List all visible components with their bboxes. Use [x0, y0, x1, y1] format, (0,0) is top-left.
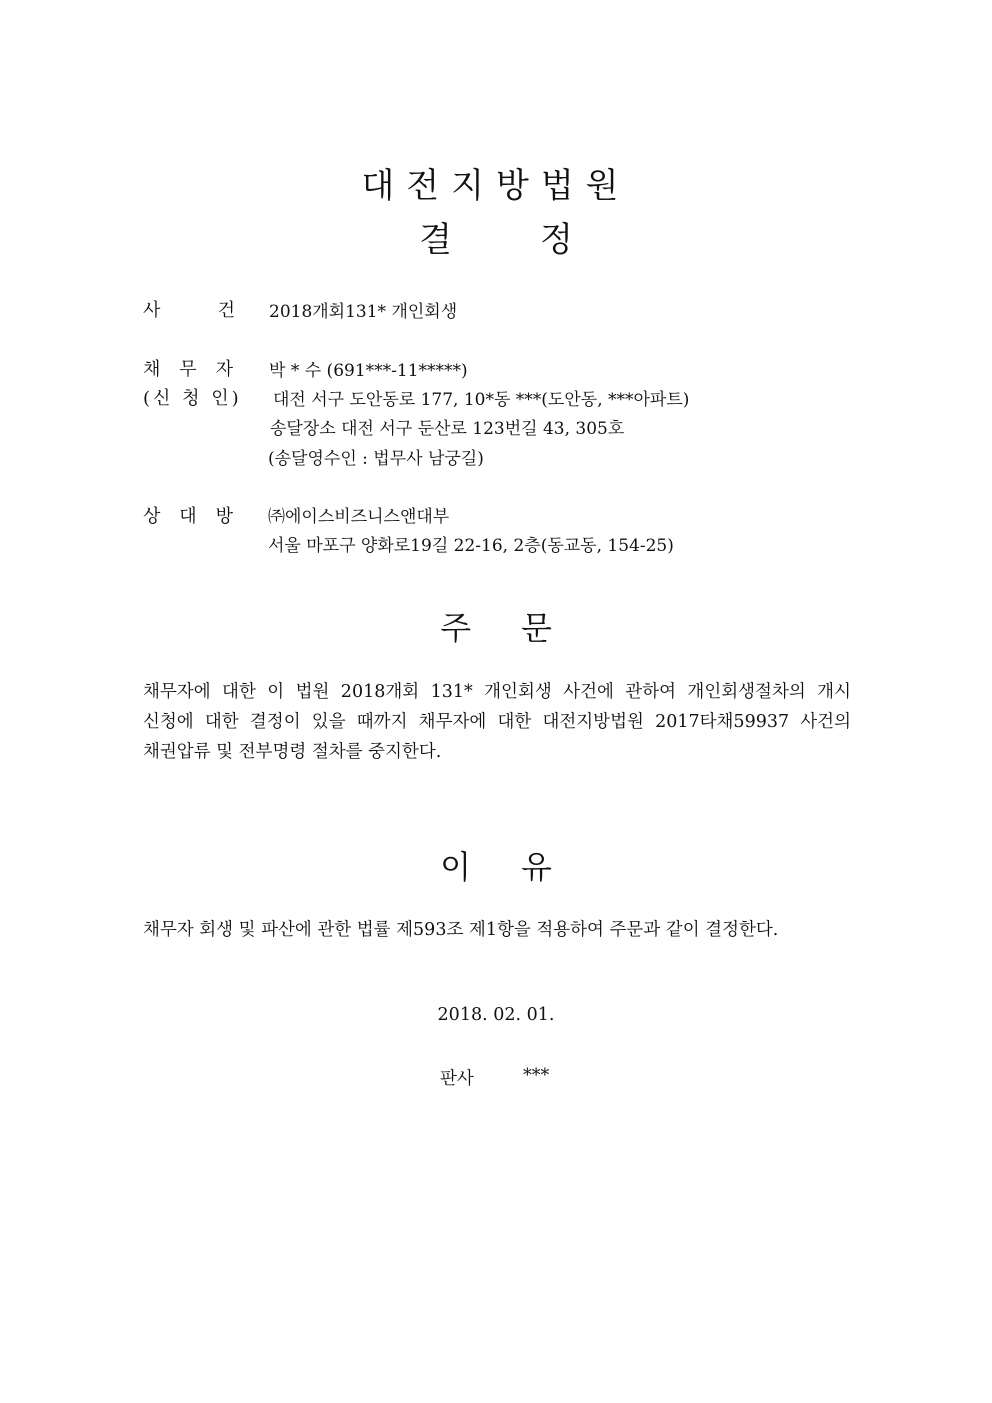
- counterparty-address: 서울 마포구 양화로19길 22-16, 2층(동교동, 154-25): [268, 536, 674, 556]
- decision-date: 2018. 02. 01.: [437, 1005, 555, 1025]
- delivery-recipient: (송달영수인 : 법무사 남궁길): [268, 449, 484, 469]
- reason-heading: 이 유: [440, 848, 552, 886]
- order-line-2: 신청에 대한 결정이 있을 때까지 채무자에 대한 대전지방법원 2017타채59937 사건의: [143, 712, 851, 732]
- document-title: [0, 212, 992, 261]
- order-line-1: 채무자에 대한 이 법원 2018개회 131* 개인회생 사건에 관하여 개인회생절차의 개시: [143, 682, 851, 702]
- counterparty-name: ㈜에이스비즈니스앤대부: [268, 507, 450, 527]
- debtor-name-id: 박 * 수 (691***-11*****): [269, 361, 468, 381]
- debtor-address: 대전 서구 도안동로 177, 10*동 ***(도안동, ***아파트): [273, 390, 690, 410]
- order-line-3: 채권압류 및 전부명령 절차를 중지한다.: [143, 742, 442, 762]
- case-label: 사 건: [143, 300, 235, 321]
- debtor-label: 채 무 자: [143, 359, 233, 380]
- reason-text: 채무자 회생 및 파산에 관한 법률 제593조 제1항을 적용하여 주문과 같이 결정한다.: [143, 920, 779, 940]
- judge-label: 판사: [440, 1069, 474, 1089]
- judge-name: ***: [523, 1066, 550, 1086]
- order-heading: 주 문: [440, 609, 552, 647]
- document-title-char-1: 결: [419, 220, 452, 260]
- court-name: 대전지방법원: [361, 166, 631, 206]
- order-paragraph: [143, 677, 851, 767]
- delivery-address: 송달장소 대전 서구 둔산로 123번길 43, 305호: [270, 419, 625, 439]
- counterparty-label: 상 대 방: [143, 506, 233, 527]
- applicant-label: (신 청 인): [143, 388, 242, 409]
- document-title-char-2: 정: [540, 220, 573, 260]
- case-number: 2018개회131* 개인회생: [269, 302, 458, 322]
